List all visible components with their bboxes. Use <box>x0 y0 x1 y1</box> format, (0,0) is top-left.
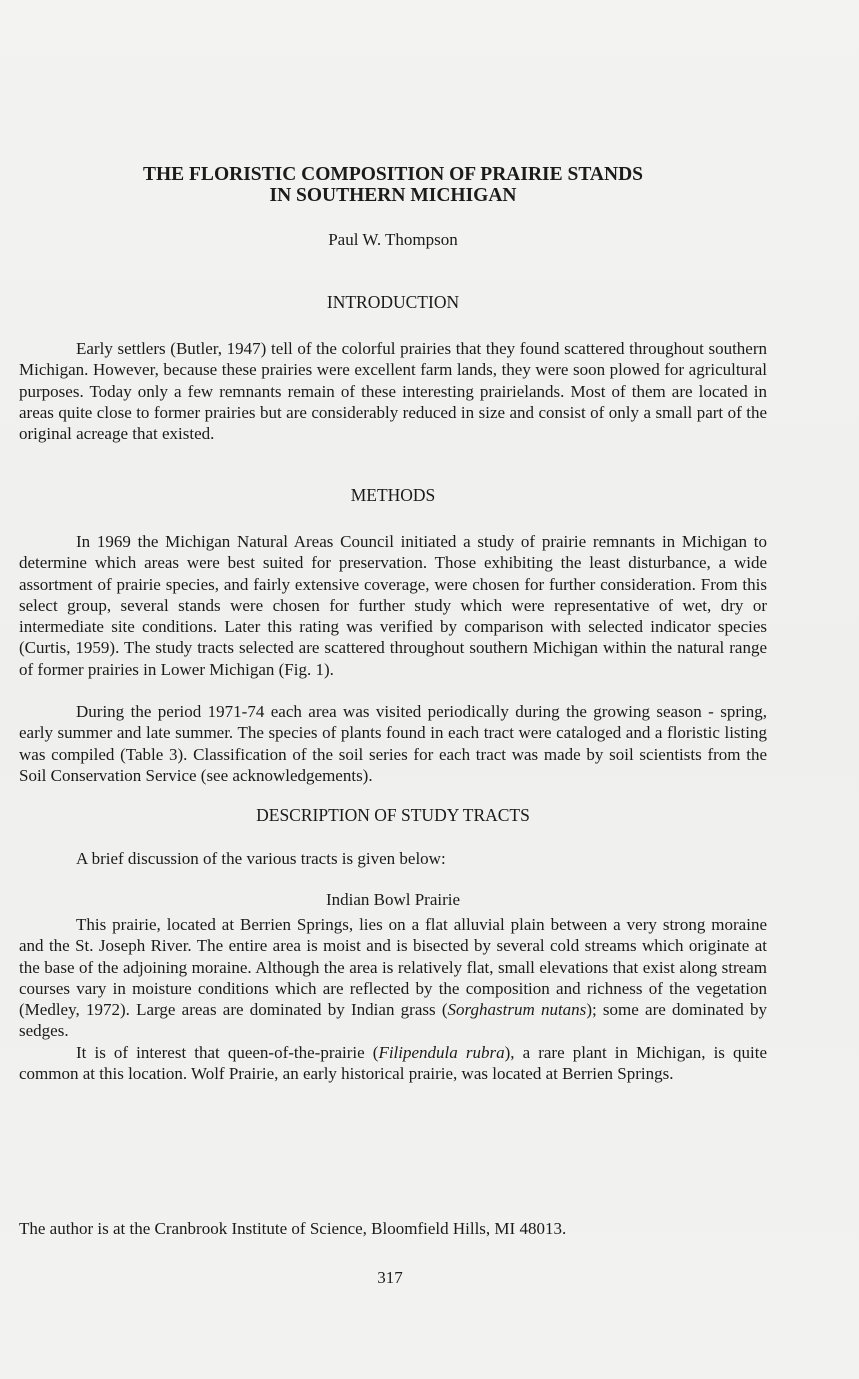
introduction-heading: INTRODUCTION <box>326 292 460 312</box>
title-line-1: THE FLORISTIC COMPOSITION OF PRAIRIE STANDS <box>142 164 644 185</box>
author-affiliation-footnote: The author is at the Cranbrook Institute of Science, Bloomfield Hills, MI 48013. <box>19 1219 567 1238</box>
indian-bowl-paragraph-1 <box>19 914 767 1042</box>
author-name: Paul W. Thompson <box>328 230 458 249</box>
introduction-paragraph: Early settlers (Butler, 1947) tell of the colorful prairies that they found scattered throughout southern Michigan. However, because these prairies were excellent farm lands, they were soon plowed for agricultural purposes. Today only a few remnants remain of these interesting prairielands. Most of them are located in areas quite close to former prairies but are considerably reduced in size and consist of only a small part of the original acreage that existed. <box>19 339 767 444</box>
indian-bowl-prairie-subheading: Indian Bowl Prairie <box>325 890 461 909</box>
species-name: Filipendula rubra <box>378 1043 505 1062</box>
paragraph-text: ), a rare plant in Michigan, is quite common at this location. Wolf Prairie, an early historical prairie, was located at Berrien Springs. <box>19 1043 767 1084</box>
description-heading: DESCRIPTION OF STUDY TRACTS <box>256 805 530 825</box>
page-number: 317 <box>377 1268 403 1287</box>
description-intro: A brief discussion of the various tracts is given below: <box>76 849 446 868</box>
methods-paragraph-1: In 1969 the Michigan Natural Areas Council initiated a study of prairie remnants in Michigan to determine which areas were best suited for preservation. Those exhibiting the least disturbance, a wide assortment of prairie species, and fairly extensive coverage, were chosen for further consideration. From this select group, several stands were chosen for further study which were representative of wet, dry or intermediate site conditions. Later this rating was verified by comparison with selected indicator species (Curtis, 1959). The study tracts selected are scattered throughout southern Michigan within the natural range of former prairies in Lower Michigan (Fig. 1). <box>19 532 767 679</box>
indian-bowl-paragraph-2 <box>19 1042 767 1085</box>
methods-heading: METHODS <box>350 485 436 505</box>
paragraph-text: It is of interest that queen-of-the-prairie ( <box>76 1043 379 1062</box>
methods-paragraph-2: During the period 1971-74 each area was visited periodically during the growing season - spring, early summer and late summer. The species of plants found in each tract were cataloged and a floristic listing was compiled (Table 3). Classification of the soil series for each tract was made by soil scientists from the Soil Conservation Service (see acknowledgements). <box>19 702 767 785</box>
title-line-2: IN SOUTHERN MICHIGAN <box>269 185 517 206</box>
paragraph-text: This prairie, located at Berrien Springs, lies on a flat alluvial plain between a very strong moraine and the St. Joseph River. The entire area is moist and is bisected by several cold streams which originate at the base of the adjoining moraine. Although the area is relatively flat, small elevations that exist along stream courses vary in moisture conditions which are reflected by the composition and richness of the vegetation (Medley, 1972). Large areas are dominated by Indian grass ( <box>19 915 767 1020</box>
species-name: Sorghastrum nutans <box>447 1000 587 1020</box>
paper-title <box>60 164 726 206</box>
paragraph-text: ); some are dominated by sedges. <box>19 1000 768 1041</box>
